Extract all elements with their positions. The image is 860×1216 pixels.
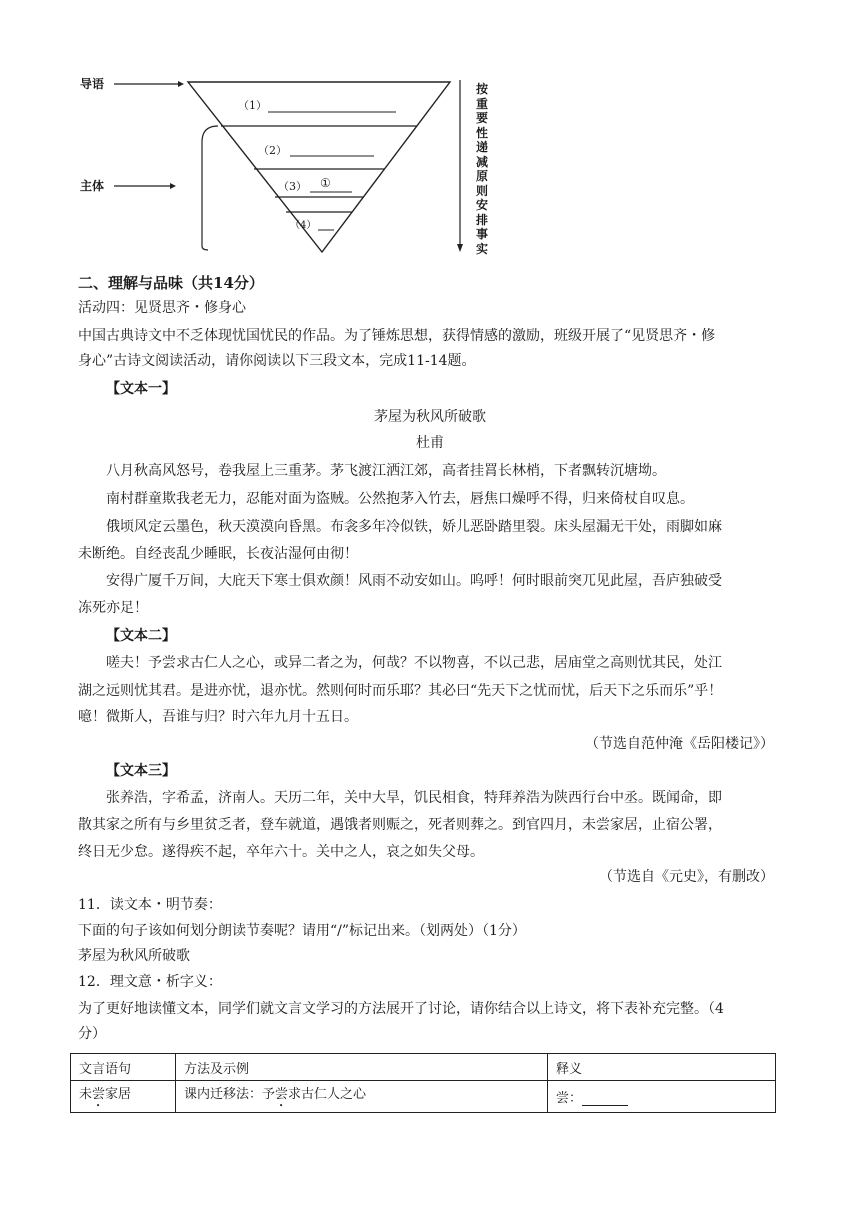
poem-author: 杜甫 [416, 435, 444, 451]
method-pre: 课内迁移法：予 [184, 1087, 276, 1102]
body-arrow-head [170, 183, 176, 189]
item-4-label: （4） [290, 220, 317, 231]
meaning-label: 尝： [556, 1091, 583, 1106]
method-post: 求古仁人之心 [288, 1087, 367, 1102]
activity-title: 活动四：见贤思齐・修身心 [78, 300, 246, 316]
intro-line-1: 中国古典诗文中不乏体现忧国忧民的作品。为了锤炼思想，获得情感的激励，班级开展了“见贤思齐・修 [78, 328, 716, 344]
q12-text-2: 分） [78, 1026, 106, 1042]
q11-sentence: 茅屋为秋风所破歌 [78, 948, 190, 964]
item-3-label: （3） [278, 180, 307, 193]
intro-line-2: 身心”古诗文阅读活动，请你阅读以下三段文本，完成11-14题。 [78, 353, 476, 369]
text2-source: （节选自范仲淹《岳阳楼记》） [585, 736, 774, 752]
table-header: 释义 [548, 1054, 776, 1081]
text3-line: 终日无少怠。遂得疾不起，卒年六十。关中之人，哀之如失父母。 [78, 844, 484, 860]
table-header: 文言语句 [71, 1054, 176, 1081]
text2-line: 湖之远则忧其君。是进亦忧，退亦忧。然则何时而乐耶？其必曰“先天下之忧而忧，后天下之乐而乐”乎！ [78, 683, 723, 699]
body-bracket [202, 126, 218, 250]
q12-text-1: 为了更好地读懂文本，同学们就文言文学习的方法展开了讨论，请你结合以上诗文，将下表补充完整。（4 [78, 1001, 724, 1017]
method-dotted-char: 尝 [275, 1087, 289, 1102]
phrase-post: 家居 [105, 1087, 132, 1102]
poem-line: 安得广厦千万间，大庇天下寒士俱欢颜！风雨不动安如山。呜呼！何时眼前突兀见此屋，吾庐独破受 [106, 573, 722, 589]
inverted-pyramid-diagram [78, 72, 498, 258]
lead-label: 导语 [80, 77, 105, 91]
text2-line: 噫！微斯人，吾谁与归？时六年九月十五日。 [78, 709, 358, 725]
text2-label: 【文本二】 [106, 628, 176, 644]
phrase-pre: 未 [79, 1087, 93, 1102]
poem-line: 南村群童欺我老无力，忍能对面为盗贼。公然抱茅入竹去，唇焦口燥呼不得，归来倚杖自叹息。 [106, 491, 694, 507]
poem-title: 茅屋为秋风所破歌 [374, 409, 486, 425]
text3-source: （节选自《元史》，有删改） [599, 869, 774, 885]
table-cell-method [176, 1081, 548, 1113]
q11-text: 下面的句子该如何划分朗读节奏呢？请用“/”标记出来。（划两处）（1分） [78, 923, 526, 939]
lead-arrow-head [178, 81, 184, 87]
poem-line: 俄顷风定云墨色，秋天漠漠向昏黑。布衾多年冷似铁，娇儿恶卧踏里裂。床头屋漏无干处，雨脚如麻 [106, 519, 722, 535]
text3-line: 张养浩，字希孟，济南人。天历二年，关中大旱，饥民相食，特拜养浩为陕西行台中丞。既闻命，即 [106, 790, 722, 806]
table-row [71, 1081, 776, 1113]
text1-label: 【文本一】 [106, 381, 176, 397]
importance-side-text: 按重要性递减原则安排事实 [476, 82, 489, 256]
phrase-dotted-char: 尝 [92, 1087, 106, 1102]
pyramid-outline [188, 82, 450, 252]
table-cell-phrase [71, 1081, 176, 1113]
q12-table [70, 1053, 776, 1113]
text2-line: 嗟夫！予尝求古仁人之心，或异二者之为，何哉？不以物喜，不以己悲，居庙堂之高则忧其民，处江 [106, 655, 722, 671]
pyramid-svg [78, 72, 498, 258]
poem-line: 未断绝。自经丧乱少睡眠，长夜沾湿何由彻！ [78, 546, 358, 562]
table-cell-meaning [548, 1081, 776, 1113]
text3-line: 散其家之所有与乡里贫乏者，登车就道，遇饿者则赈之，死者则葬之。到官四月，未尝家居，止宿公署， [78, 817, 722, 833]
q12-title: 12．理文意・析字义： [78, 974, 222, 990]
importance-arrow-head [457, 244, 463, 252]
section-title: 二、理解与品味（共14分） [78, 274, 264, 292]
item-1-label: （1） [238, 99, 267, 112]
table-header-row [71, 1054, 776, 1081]
text3-label: 【文本三】 [106, 763, 176, 779]
q11-title: 11．读文本・明节奏： [78, 897, 222, 913]
poem-line: 八月秋高风怒号，卷我屋上三重茅。茅飞渡江洒江郊，高者挂罥长林梢，下者飘转沉塘坳。 [106, 463, 666, 479]
poem-line: 冻死亦足！ [78, 600, 148, 616]
table-header: 方法及示例 [176, 1054, 548, 1081]
body-label: 主体 [80, 179, 105, 193]
item-2-label: （2） [258, 144, 287, 157]
item-3-mark: ① [320, 176, 331, 190]
answer-blank[interactable] [582, 1093, 628, 1106]
